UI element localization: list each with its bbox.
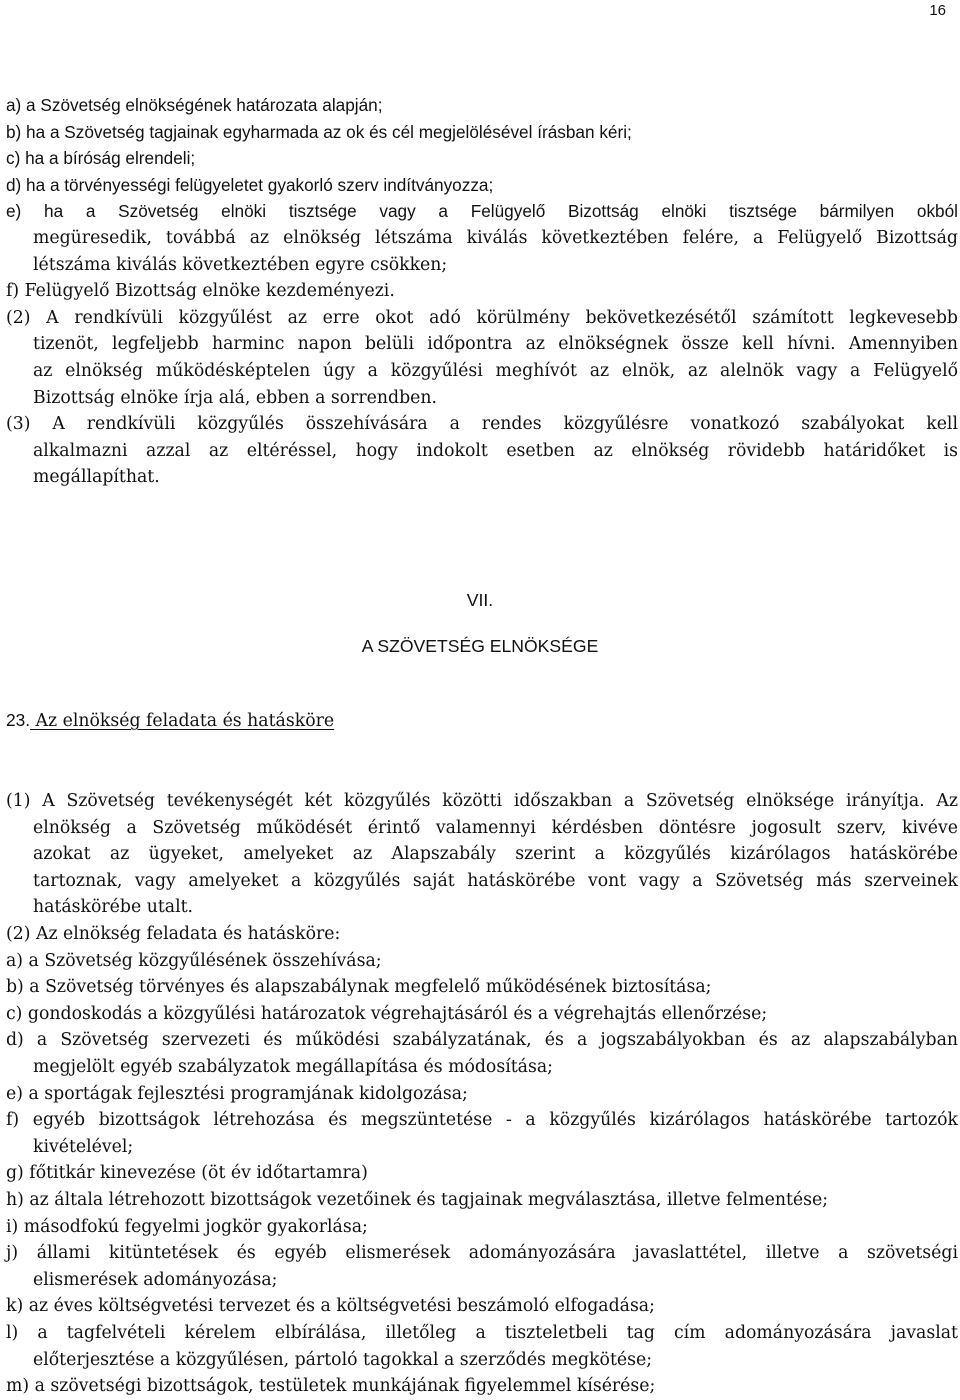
text-line: (2) A rendkívüli közgyűlést az erre okot adó körülmény bekövetkezésétől számított legkevesebb (6, 307, 958, 328)
text-line: hatáskörébe utalt. (33, 897, 194, 918)
text-line: az elnökség működésképtelen úgy a közgyűlési meghívót az elnök, az alelnök vagy a Felügyelő (33, 361, 958, 381)
text-line: c) gondoskodás a közgyűlési határozatok végrehajtásáról és a végrehajtás ellenőrzése; (6, 1003, 768, 1024)
text-line: m) a szövetségi bizottságok, testületek munkájának figyelemmel kísérése; (6, 1376, 656, 1397)
text-line: megjelölt egyéb szabályzatok megállapítása és módosítása; (33, 1057, 553, 1077)
text-line: j) állami kitüntetések és egyéb elismerések adományozására javaslattétel, illetve a szövetségi (6, 1243, 958, 1264)
text-line: kivételével; (33, 1136, 134, 1157)
chapter-title: A SZÖVETSÉG ELNÖKSÉGE (361, 636, 599, 656)
text-line: alkalmazni azzal az eltéréssel, hogy indokolt esetben az elnökség rövidebb határidőket is (33, 440, 958, 461)
text-line: a) a Szövetség közgyűlésének összehívása; (6, 950, 382, 971)
text-line: (1) A Szövetség tevékenységét két közgyűlés közötti időszakban a Szövetség elnöksége irányítja. Az (6, 791, 958, 811)
article-title (30, 711, 334, 731)
text-line: b) a Szövetség törvényes és alapszabálynak megfelelő működésének biztosítása; (6, 977, 712, 998)
text-line: (3) A rendkívüli közgyűlés összehívására a rendes közgyűlésre vonatkozó szabályokat kell (6, 414, 958, 435)
text-line: e) ha a Szövetség elnöki tisztsége vagy a Felügyelő Bizottság elnöki tisztsége bármilyen okból (6, 201, 958, 222)
text-line: i) másodfokú fegyelmi jogkör gyakorlása; (6, 1216, 368, 1237)
text-line: a) a Szövetség elnökségének határozata alapján; (6, 95, 383, 115)
text-line: megállapíthat. (33, 467, 160, 488)
article-number: 23. (6, 710, 31, 730)
text-line: elismerések adományozása; (33, 1269, 278, 1290)
text-line: f) egyéb bizottságok létrehozása és megszüntetése - a közgyűlés kizárólagos hatáskörébe tartozók (6, 1110, 958, 1131)
text-line: d) ha a törvényességi felügyeletet gyakorló szerv indítványozza; (6, 174, 494, 195)
text-line: k) az éves költségvetési tervezet és a költségvetési beszámoló elfogadása; (6, 1296, 655, 1317)
article-title-text: Az elnökség feladata és hatásköre (35, 711, 335, 731)
text-line: e) a sportágak fejlesztési programjának kidolgozása; (6, 1083, 468, 1104)
text-line: tizenöt, legfeljebb harminc napon belüli időpontra az elnökségnek össze kell hívni. Amennyiben (33, 334, 958, 355)
text-line: g) főtitkár kinevezése (öt év időtartamra) (6, 1163, 368, 1184)
text-line: f) Felügyelő Bizottság elnöke kezdeményezi. (6, 281, 395, 302)
text-line: h) az általa létrehozott bizottságok vezetőinek és tagjainak megválasztása, illetve felmentése; (6, 1190, 829, 1210)
text-line: d) a Szövetség szervezeti és működési szabályzatának, és a jogszabályokban és az alapszabályban (6, 1030, 958, 1051)
text-line: megüresedik, továbbá az elnökség létszáma kiválás következtében felére, a Felügyelő Bizottság (33, 228, 958, 248)
text-line: l) a tagfelvételi kérelem elbírálása, illetőleg a tiszteletbeli tag cím adományozására javaslat (6, 1323, 958, 1343)
chapter-number: VII. (466, 590, 494, 610)
text-line: Bizottság elnöke írja alá, ebben a sorrendben. (33, 387, 438, 408)
text-line: tartoznak, vagy amelyeket a közgyűlés saját hatáskörébe vont vagy a Szövetség más szerveinek (33, 870, 958, 891)
text-line: azokat az ügyeket, amelyeket az Alapszabály szerint a közgyűlés kizárólagos hatáskörébe (33, 844, 958, 865)
text-line: (2) Az elnökség feladata és hatásköre: (6, 924, 341, 944)
text-line: b) ha a Szövetség tagjainak egyharmada az ok és cél megjelölésével írásban kéri; (6, 121, 632, 142)
text-line: előterjesztése a közgyűlésen, pártoló tagokkal a szerződés megkötése; (33, 1349, 653, 1370)
text-line: elnökség a Szövetség működését érintő valamennyi kérdésben döntésre jogosult szerv, kivéve (33, 817, 958, 838)
text-line: c) ha a bíróság elrendeli; (6, 148, 196, 169)
page-number: 16 (929, 2, 946, 19)
text-line: létszáma kiválás következtében egyre csökken; (33, 254, 448, 275)
article-heading (6, 710, 334, 731)
